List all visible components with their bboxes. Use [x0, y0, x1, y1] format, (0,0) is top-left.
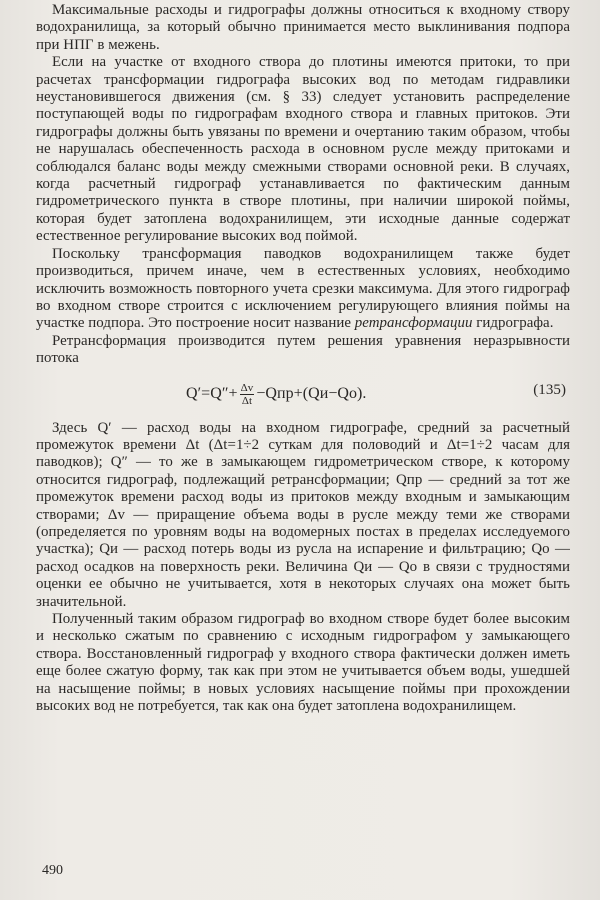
equation-left: Q′=Q″+	[186, 385, 238, 403]
paragraph-3-text: Поскольку трансформация паводков водохранилищем также будет производиться, причем иначе, чем в естественных условиях, необходимо исключить возможность повторного учета срезки максимума. Для этого гидрограф во входном створе строится с исключением регулирующего влияния поймы на участке подпора. Это построение носит название	[36, 245, 570, 332]
paragraph-5: Здесь Q′ — расход воды на входном гидрографе, средний за расчетный промежуток времени Δt (Δt=1÷2 суткам для половодий и Δt=1÷2 часам для паводков); Q″ — то же в замыкающем гидрометрическом створе, к которому относится гидрограф, подлежащий ретрансформации; Qпр — средний за тот же промежуток времени расход воды из притоков между входным и замыкающим створами; Δv — приращение объема воды в русле между теми же створами (определяется по уровням воды на водомерных постах в пределах исследуемого участка); Qи — расход потерь воды из русла на испарение и фильтрацию; Qо — расход осадков на поверхность реки. Величина Qи — Qо в связи с трудностями оценки ее обычно не учитывается, хотя в некоторых случаях она может быть значительной.	[36, 419, 570, 610]
fraction-numerator: Δv	[240, 381, 254, 394]
equation-fraction	[240, 382, 255, 407]
italic-term: ретрансформации	[354, 315, 473, 332]
paragraph-1: Максимальные расходы и гидрографы должны относиться к входному створу водохранилища, за который обычно принимается место выклинивания подпора при НПГ в межень.	[36, 2, 570, 53]
equation-expression	[186, 382, 366, 407]
page-number: 490	[42, 863, 63, 878]
paragraph-2: Если на участке от входного створа до плотины имеются притоки, то при расчетах трансформации гидрографа высоких вод по методам гидравлики неустановившегося движения (см. § 33) следует установить распределение поступающей воды по гидрографам входного створа и главных притоков. Эти гидрографы должны быть увязаны по времени и очертанию таким образом, чтобы не нарушалась обеспеченность расхода в основном русле между притоками и соблюдался баланс воды между смежными створами основной реки. В случаях, когда расчетный гидрограф устанавливается по фактическим данным гидрометрического пункта в створе плотины, при наличии широкой поймы, которая будет затоплена водохранилищем, эти исходные данные содержат естественное регулирование высоких вод поймой.	[36, 54, 570, 245]
equation-135	[36, 370, 570, 416]
equation-right: −Qпр+(Qи−Qо).	[256, 385, 367, 403]
equation-number: (135)	[533, 381, 566, 398]
fraction-denominator: Δt	[241, 394, 253, 407]
paragraph-4: Ретрансформация производится путем решения уравнения неразрывности потока	[36, 332, 570, 367]
body-text	[36, 2, 570, 715]
paragraph-6: Полученный таким образом гидрограф во входном створе будет более высоким и несколько сжатым по сравнению с исходным гидрографом у замыкающего створа. Восстановленный гидрограф у входного створа фактически должен иметь еще более сжатую форму, так как при этом не учитывается объем воды, ушедшей на насыщение поймы; в новых условиях насыщение поймы при прохождении высоких вод не потребуется, так как она будет затоплена водохранилищем.	[36, 611, 570, 715]
paragraph-3	[36, 246, 570, 333]
paragraph-3-tail: гидрографа.	[472, 315, 554, 332]
